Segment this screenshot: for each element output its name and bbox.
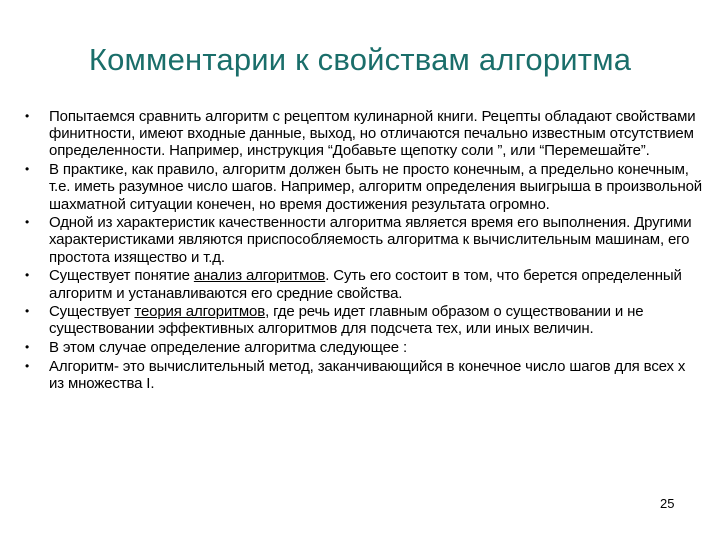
bullet-text xyxy=(49,358,702,392)
hyperlink-text[interactable]: анализ алгоритмов xyxy=(193,267,326,285)
bullet-marker: • xyxy=(25,162,30,177)
text-segment: В практике, как правило, алгоритм должен быть не просто конечным, а предельно конечным, т.е. иметь разумное число шагов. Например, алгоритм определения выигрыша в произвольной шахматной ситуации конечен, но время достижения результата огромно. xyxy=(49,161,703,213)
bullet-text xyxy=(49,161,702,213)
bullet-marker: • xyxy=(25,304,30,319)
bullet-item xyxy=(22,214,702,266)
text-segment: Алгоритм- это вычислительный метод, заканчивающийся в конечное число шагов для всех x из множества I. xyxy=(49,357,686,393)
bullet-item xyxy=(22,267,702,301)
bullet-text xyxy=(49,339,702,356)
text-segment: , где речь идет главным образом о существовании и не существовании эффективных алгоритмов для подсчета тех, или иных величин. xyxy=(49,303,644,338)
bullet-marker: • xyxy=(25,109,30,123)
bullet-text xyxy=(49,108,702,160)
bullet-text xyxy=(49,214,702,266)
bullet-item xyxy=(22,358,702,392)
text-segment: Существует xyxy=(49,303,135,321)
slide-title: Комментарии к свойствам алгоритма xyxy=(88,42,632,77)
bullet-item xyxy=(22,161,702,213)
bullet-item xyxy=(22,303,702,337)
text-segment: В этом случае определение алгоритма следующее : xyxy=(49,339,408,357)
bullet-marker: • xyxy=(25,358,30,373)
text-segment: Одной из характеристик качественности алгоритма является время его выполнения. Другими характериcтиками являются приспособляемость алгоритма к вычислительным машинам, его простота изящество и т.д. xyxy=(49,214,692,266)
bullet-marker: • xyxy=(25,215,30,230)
hyperlink-text[interactable]: теория алгоритмов xyxy=(134,303,266,321)
bullet-marker: • xyxy=(25,268,30,283)
bullet-item xyxy=(22,339,702,356)
bullet-marker: • xyxy=(25,340,30,355)
bullet-item xyxy=(22,108,702,160)
text-segment: Попытаемся сравнить алгоритм с рецептом кулинарной книги. Рецепты обладают свойствами финитности, имеют входные данные, выход, но отличаются печально известным отсутствием определенности. Например, инструкция “Добавьте щепотку соли ”, или “Перемешайте”. xyxy=(49,108,696,160)
text-segment: Существует понятие xyxy=(49,267,194,285)
bullet-text xyxy=(49,303,702,337)
bullet-list xyxy=(22,108,702,394)
text-segment: . Суть его состоит в том, что берется определенный алгоритм и устанавливаются его средние свойства. xyxy=(49,267,682,302)
page-number: 25 xyxy=(660,496,675,511)
bullet-text xyxy=(49,267,702,301)
